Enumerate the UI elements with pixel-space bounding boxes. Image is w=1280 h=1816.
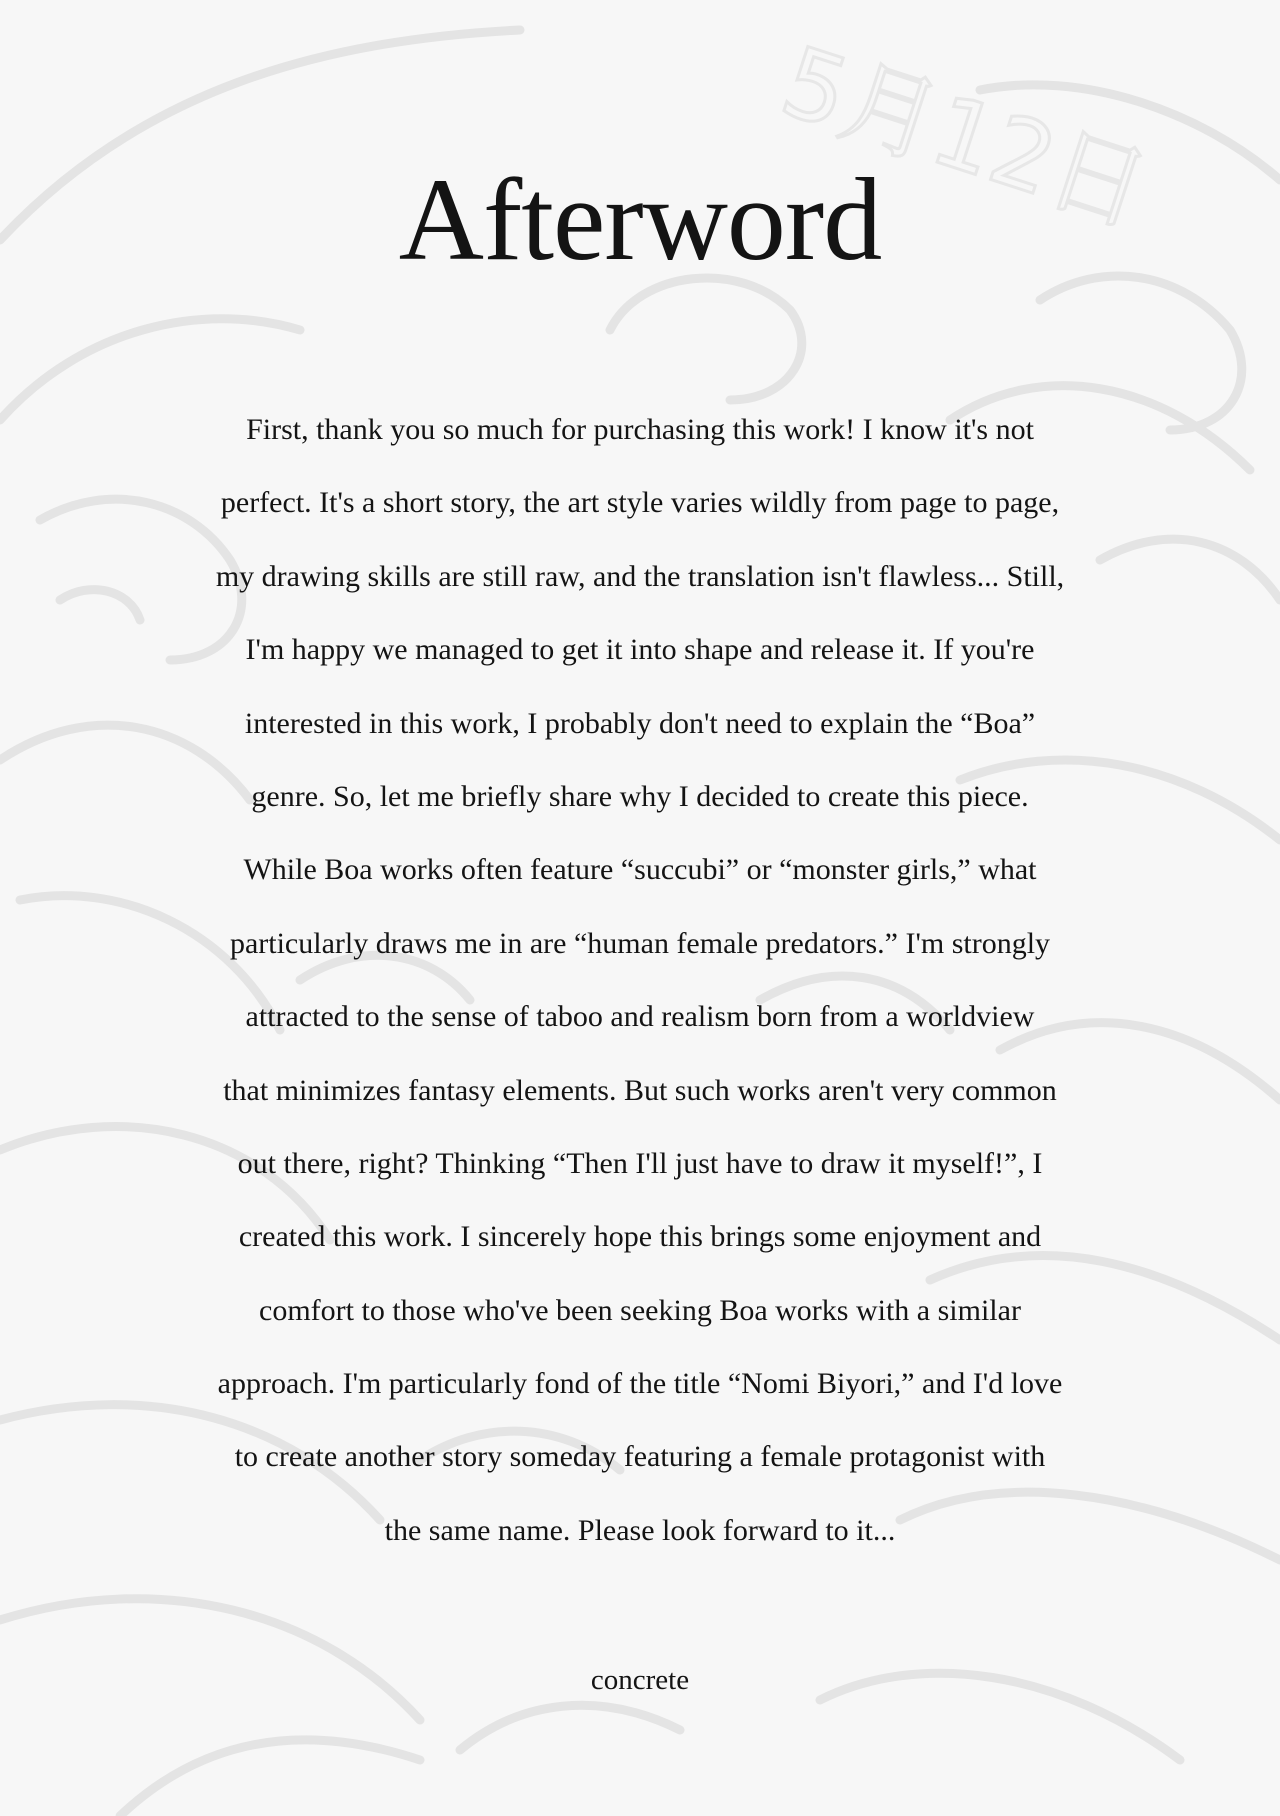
body-line: to create another story someday featuring a female protagonist with	[234, 1440, 1046, 1474]
body-line: I'm happy we managed to get it into shape and release it. If you're	[245, 633, 1035, 667]
watermark-date-text: 5月12日	[769, 25, 1161, 248]
body-line: interested in this work, I probably don't need to explain the “Boa”	[244, 706, 1036, 740]
body-line: While Boa works often feature “succubi” or “monster girls,” what	[243, 853, 1037, 887]
body-line: attracted to the sense of taboo and realism born from a worldview	[245, 1000, 1035, 1034]
body-line: out there, right? Thinking “Then I'll just have to draw it myself!”, I	[237, 1146, 1043, 1180]
afterword-body	[0, 400, 1280, 1574]
body-line: comfort to those who've been seeking Boa works with a similar	[259, 1293, 1021, 1327]
body-line: that minimizes fantasy elements. But such works aren't very common	[223, 1073, 1057, 1107]
body-line: First, thank you so much for purchasing this work! I know it's not	[246, 413, 1034, 446]
body-line: the same name. Please look forward to it...	[384, 1513, 896, 1547]
body-line: particularly draws me in are “human female predators.” I'm strongly	[229, 926, 1051, 960]
body-line: perfect. It's a short story, the art style varies wildly from page to page,	[220, 486, 1060, 520]
page-title: Afterword	[398, 154, 882, 285]
body-line: genre. So, let me briefly share why I decided to create this piece.	[251, 779, 1029, 813]
body-line: my drawing skills are still raw, and the translation isn't flawless... Still,	[215, 559, 1065, 593]
author-signature: concrete	[590, 1664, 690, 1696]
body-line: created this work. I sincerely hope this brings some enjoyment and	[238, 1220, 1042, 1254]
body-line: approach. I'm particularly fond of the title “Nomi Biyori,” and I'd love	[217, 1367, 1063, 1401]
